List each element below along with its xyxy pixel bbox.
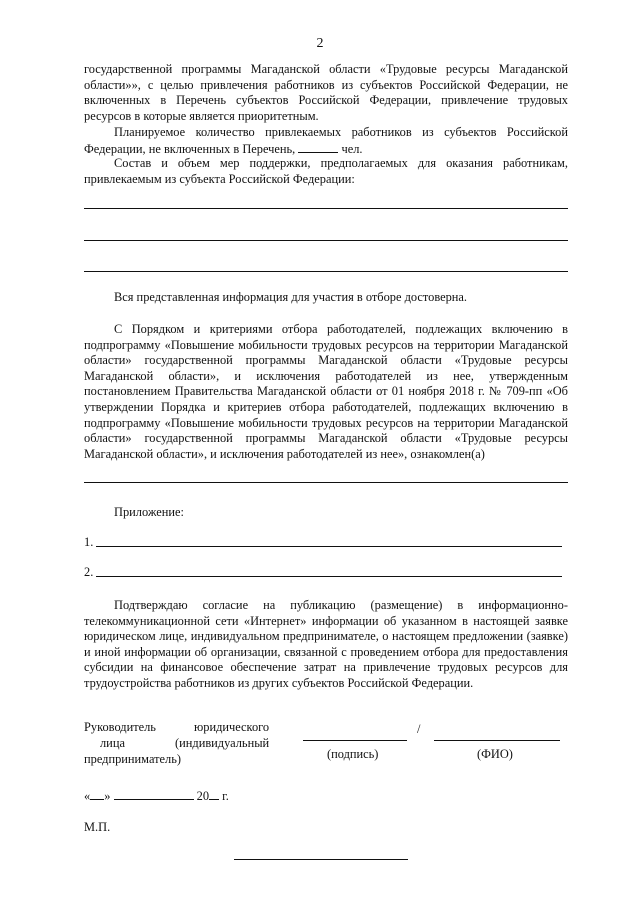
support-measures-line-3[interactable] — [84, 271, 568, 272]
attachment-item-1-line[interactable] — [96, 546, 562, 547]
paragraph-familiarized: С Порядком и критериями отбора работодателей, подлежащих включению в подпрограмму «Повышение мобильности трудовых ресурсов на территории Магаданской области» государственной программы Магаданской области «Трудовые ресурсы Магаданской области», и исключения работодателей из нее, утвержденным постановлением Правительства Магаданской области от 01 ноября 2018 г. № 709-пп «Об утверждении Порядка и критериев отбора работодателей, подлежащих включению в подпрограмму «Повышение мобильности трудовых ресурсов на территории Магаданской области» государственной программы Магаданской области «Трудовые ресурсы Магаданской области», и исключения работодателей из нее», ознакомлен(а) — [84, 322, 568, 461]
footer-separator — [234, 859, 408, 860]
stamp-label: М.П. — [84, 820, 111, 834]
signer-label-line-1a: Руководитель — [84, 720, 156, 734]
signer-label-line-3: предприниматель) — [84, 752, 181, 766]
signature-caption: (подпись) — [327, 747, 379, 761]
fio-caption: (ФИО) — [477, 747, 513, 761]
signature-line[interactable] — [303, 740, 407, 741]
signer-label-line-2b: (индивидуальный — [175, 736, 270, 750]
support-measures-line-2[interactable] — [84, 240, 568, 241]
attachment-item-1-number: 1. — [84, 535, 94, 549]
paragraph-planned-workers — [84, 125, 568, 157]
paragraph-publication-consent: Подтверждаю согласие на публикацию (размещение) в информационно-телекоммуникационной сети «Интернет» информации об указанном в настоящей заявке юридическом лице, индивидуальном предпринимателе, о настоящем предложении (заявке) и иной информации об организации, связанной с проведением отбора для предоставления субсидии на финансовое обеспечение затрат на привлечение трудовых ресурсов для трудоустройства работников из других субъектов Российской Федерации. — [84, 598, 568, 690]
date-close-quote: » — [104, 789, 111, 803]
date-year-suffix: г. — [222, 789, 229, 803]
planned-workers-text: Планируемое количество привлекаемых работников из субъектов Российской Федерации, не включенных в Перечень, — [84, 125, 568, 156]
workers-count-field[interactable] — [298, 141, 338, 153]
signer-label-line-2a: лица — [100, 736, 125, 750]
fio-line[interactable] — [434, 740, 560, 741]
familiarized-line[interactable] — [84, 482, 568, 483]
page-number: 2 — [316, 36, 324, 51]
signer-label-line-1b: юридического — [194, 720, 270, 734]
paragraph-program-purpose: государственной программы Магаданской области «Трудовые ресурсы Магаданской области»», с целью привлечения работников из субъектов Российской Федерации, не включенных в Перечень субъектов Российской Федерации, привлечение трудовых ресурсов в которые является приоритетным. — [84, 62, 568, 123]
date-line — [84, 788, 229, 805]
workers-unit: чел. — [341, 141, 363, 156]
support-measures-line-1[interactable] — [84, 208, 568, 209]
slash-separator: / — [417, 722, 421, 736]
date-month-field[interactable] — [114, 788, 194, 800]
paragraph-support-measures: Состав и объем мер поддержки, предполагаемых для оказания работникам, привлекаемым из субъекта Российской Федерации: — [84, 156, 568, 186]
attachment-label: Приложение: — [114, 505, 184, 519]
date-year-field[interactable] — [209, 788, 219, 800]
paragraph-info-reliable: Вся представленная информация для участия в отборе достоверна. — [114, 290, 468, 304]
attachment-item-2-number: 2. — [84, 565, 94, 579]
date-open-quote: « — [84, 789, 91, 803]
attachment-item-2-line[interactable] — [96, 576, 562, 577]
date-day-field[interactable] — [90, 788, 104, 800]
date-year-prefix: 20 — [196, 789, 210, 803]
